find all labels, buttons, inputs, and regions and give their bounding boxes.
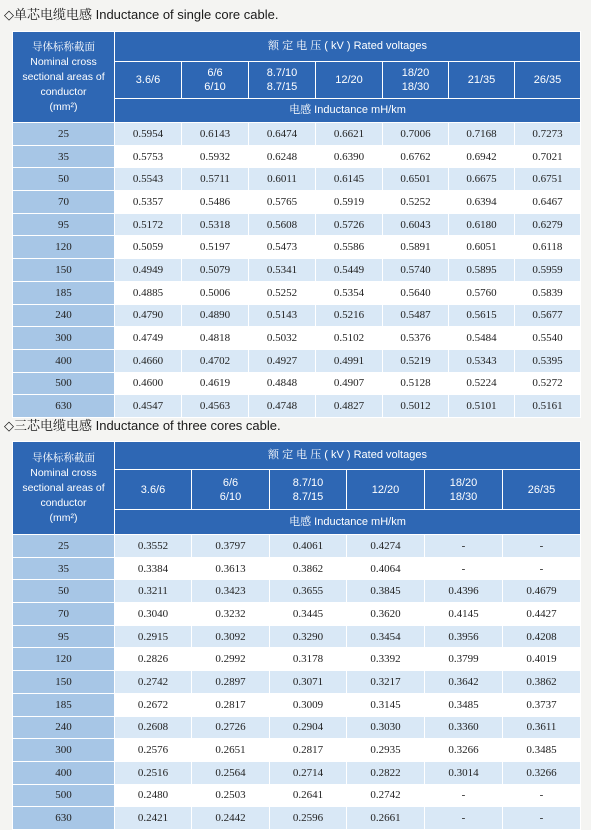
inductance-value-cell: - — [425, 807, 503, 830]
inductance-value-cell: 0.4563 — [182, 395, 249, 418]
inductance-value-cell: 0.2742 — [115, 671, 192, 694]
voltage-label: 8.7/10 — [292, 476, 324, 489]
inductance-value-cell: 0.5608 — [249, 213, 316, 236]
inductance-value-cell: 0.6118 — [515, 236, 581, 259]
conductor-area-header-line: (mm²) — [49, 100, 78, 113]
voltage-label: 6/6 — [207, 67, 223, 79]
inductance-value-cell: 0.4145 — [425, 603, 503, 626]
table-row — [13, 191, 581, 214]
conductor-area-header-line: Nominal cross — [30, 55, 97, 68]
inductance-value-cell: 0.7021 — [515, 145, 581, 168]
conductor-size-cell: 300 — [13, 327, 115, 350]
voltage-header-cell — [316, 62, 383, 99]
inductance-value-cell: 0.3737 — [503, 693, 581, 716]
inductance-value-cell: 0.2564 — [192, 761, 270, 784]
inductance-value-cell: 0.3620 — [347, 603, 425, 626]
table-row — [13, 168, 581, 191]
table-row — [13, 259, 581, 282]
inductance-value-cell: 0.3384 — [115, 557, 192, 580]
inductance-value-cell: 0.4827 — [316, 395, 383, 418]
voltage-header-cell — [249, 62, 316, 99]
table-row — [13, 761, 581, 784]
inductance-value-cell: 0.3655 — [270, 580, 347, 603]
inductance-value-cell: 0.5354 — [316, 281, 383, 304]
inductance-value-cell: 0.4619 — [182, 372, 249, 395]
inductance-value-cell: 0.2661 — [347, 807, 425, 830]
conductor-size-cell: 35 — [13, 145, 115, 168]
inductance-value-cell: 0.5711 — [182, 168, 249, 191]
inductance-value-cell: 0.3211 — [115, 580, 192, 603]
inductance-value-cell: 0.4818 — [182, 327, 249, 350]
rated-voltages-header: 额 定 电 压 ( kV ) Rated voltages — [115, 32, 581, 62]
inductance-value-cell: 0.5079 — [182, 259, 249, 282]
inductance-value-cell: 0.4949 — [115, 259, 182, 282]
voltage-label: 8.7/15 — [292, 490, 324, 503]
table-row — [13, 281, 581, 304]
inductance-value-cell: 0.3611 — [503, 716, 581, 739]
inductance-value-cell: 0.3290 — [270, 625, 347, 648]
single-core-title: ◇单芯电缆电感 Inductance of single core cable. — [4, 7, 279, 22]
inductance-value-cell: 0.3642 — [425, 671, 503, 694]
inductance-value-cell: 0.4208 — [503, 625, 581, 648]
inductance-value-cell: 0.5895 — [449, 259, 515, 282]
inductance-value-cell: 0.6751 — [515, 168, 581, 191]
conductor-size-cell: 70 — [13, 191, 115, 214]
conductor-size-cell: 185 — [13, 281, 115, 304]
conductor-area-header-line: Nominal cross — [30, 466, 97, 479]
inductance-value-cell: 0.4790 — [115, 304, 182, 327]
inductance-value-cell: 0.2714 — [270, 761, 347, 784]
inductance-value-cell: 0.2897 — [192, 671, 270, 694]
inductance-value-cell: 0.3217 — [347, 671, 425, 694]
inductance-value-cell: 0.6762 — [383, 145, 449, 168]
inductance-value-cell: 0.2651 — [192, 739, 270, 762]
inductance-value-cell: 0.4396 — [425, 580, 503, 603]
inductance-value-cell: 0.5959 — [515, 259, 581, 282]
conductor-size-cell: 25 — [13, 123, 115, 146]
inductance-value-cell: 0.5473 — [249, 236, 316, 259]
inductance-value-cell: 0.4660 — [115, 349, 182, 372]
inductance-value-cell: 0.2480 — [115, 784, 192, 807]
inductance-value-cell: 0.3956 — [425, 625, 503, 648]
inductance-value-cell: 0.5197 — [182, 236, 249, 259]
voltage-label: 26/35 — [527, 483, 556, 496]
inductance-value-cell: 0.2726 — [192, 716, 270, 739]
inductance-value-cell: 0.5343 — [449, 349, 515, 372]
conductor-size-cell: 50 — [13, 580, 115, 603]
voltage-label: 12/20 — [335, 74, 363, 86]
inductance-value-cell: 0.5615 — [449, 304, 515, 327]
inductance-value-cell: 0.5740 — [383, 259, 449, 282]
inductance-value-cell: 0.5839 — [515, 281, 581, 304]
inductance-unit-header: 电感 Inductance mH/km — [115, 99, 581, 123]
inductance-value-cell: 0.5919 — [316, 191, 383, 214]
inductance-value-cell: 0.4019 — [503, 648, 581, 671]
table-row — [13, 648, 581, 671]
table-row — [13, 716, 581, 739]
inductance-value-cell: 0.5449 — [316, 259, 383, 282]
voltage-label: 3.6/6 — [135, 74, 161, 86]
inductance-value-cell: 0.2904 — [270, 716, 347, 739]
table-row — [13, 327, 581, 350]
voltage-label: 12/20 — [371, 483, 400, 496]
inductance-value-cell: - — [425, 557, 503, 580]
inductance-value-cell: 0.6501 — [383, 168, 449, 191]
table-row — [13, 739, 581, 762]
inductance-value-cell: 0.5640 — [383, 281, 449, 304]
inductance-value-cell: 0.5586 — [316, 236, 383, 259]
conductor-size-cell: 400 — [13, 349, 115, 372]
inductance-value-cell: 0.2935 — [347, 739, 425, 762]
inductance-value-cell: - — [503, 535, 581, 558]
inductance-value-cell: 0.4427 — [503, 603, 581, 626]
inductance-value-cell: 0.5272 — [515, 372, 581, 395]
inductance-value-cell: 0.4907 — [316, 372, 383, 395]
inductance-value-cell: 0.3552 — [115, 535, 192, 558]
inductance-value-cell: 0.3266 — [425, 739, 503, 762]
inductance-value-cell: - — [425, 784, 503, 807]
voltage-label: 6/10 — [219, 490, 242, 503]
voltage-header-cell — [115, 62, 182, 99]
table-row — [13, 304, 581, 327]
inductance-value-cell: 0.2672 — [115, 693, 192, 716]
conductor-area-header-line: conductor — [40, 85, 87, 98]
conductor-size-cell: 500 — [13, 784, 115, 807]
table-row — [13, 671, 581, 694]
inductance-value-cell: 0.6394 — [449, 191, 515, 214]
inductance-value-cell: 0.4061 — [270, 535, 347, 558]
inductance-value-cell: 0.2817 — [192, 693, 270, 716]
conductor-size-cell: 120 — [13, 236, 115, 259]
inductance-value-cell: 0.5101 — [449, 395, 515, 418]
table-row — [13, 349, 581, 372]
inductance-value-cell: 0.5341 — [249, 259, 316, 282]
inductance-value-cell: 0.6248 — [249, 145, 316, 168]
inductance-value-cell: 0.5753 — [115, 145, 182, 168]
inductance-value-cell: 0.4749 — [115, 327, 182, 350]
inductance-value-cell: 0.3266 — [503, 761, 581, 784]
inductance-value-cell: 0.6390 — [316, 145, 383, 168]
conductor-size-cell: 630 — [13, 395, 115, 418]
table-row — [13, 535, 581, 558]
inductance-value-cell: 0.5760 — [449, 281, 515, 304]
inductance-value-cell: - — [425, 535, 503, 558]
inductance-value-cell: 0.2915 — [115, 625, 192, 648]
inductance-value-cell: 0.5172 — [115, 213, 182, 236]
inductance-value-cell: 0.3145 — [347, 693, 425, 716]
conductor-area-header-line: sectional areas of — [22, 481, 105, 494]
inductance-value-cell: 0.6043 — [383, 213, 449, 236]
inductance-value-cell: 0.5357 — [115, 191, 182, 214]
inductance-value-cell: 0.5102 — [316, 327, 383, 350]
inductance-value-cell: 0.2742 — [347, 784, 425, 807]
inductance-value-cell: 0.4991 — [316, 349, 383, 372]
voltage-label: 18/20 — [401, 67, 430, 79]
inductance-value-cell: 0.4600 — [115, 372, 182, 395]
voltage-header-cell — [449, 62, 515, 99]
inductance-value-cell: 0.3613 — [192, 557, 270, 580]
table-row — [13, 784, 581, 807]
inductance-value-cell: 0.5376 — [383, 327, 449, 350]
conductor-size-cell: 150 — [13, 259, 115, 282]
conductor-size-cell: 185 — [13, 693, 115, 716]
voltage-label: 3.6/6 — [140, 483, 166, 496]
single-core-inductance-table — [12, 31, 581, 418]
voltage-header-cell — [515, 62, 581, 99]
inductance-value-cell: 0.3014 — [425, 761, 503, 784]
inductance-value-cell: 0.4547 — [115, 395, 182, 418]
conductor-size-cell: 50 — [13, 168, 115, 191]
three-core-inductance-table — [12, 441, 581, 830]
inductance-value-cell: 0.5224 — [449, 372, 515, 395]
conductor-area-header-line: conductor — [40, 496, 87, 509]
inductance-value-cell: 0.5954 — [115, 123, 182, 146]
voltage-label: 18/30 — [449, 490, 478, 503]
rated-voltages-header: 额 定 电 压 ( kV ) Rated voltages — [115, 442, 581, 470]
table-row — [13, 236, 581, 259]
voltage-header-cell — [425, 470, 503, 510]
inductance-value-cell: 0.4064 — [347, 557, 425, 580]
inductance-value-cell: 0.3178 — [270, 648, 347, 671]
inductance-value-cell: 0.5128 — [383, 372, 449, 395]
inductance-value-cell: 0.4885 — [115, 281, 182, 304]
inductance-value-cell: 0.2421 — [115, 807, 192, 830]
voltage-header-cell — [347, 470, 425, 510]
inductance-value-cell: 0.6621 — [316, 123, 383, 146]
voltage-label: 8.7/15 — [266, 81, 298, 93]
inductance-value-cell: 0.3392 — [347, 648, 425, 671]
voltage-label: 8.7/10 — [266, 67, 298, 79]
inductance-value-cell: 0.6474 — [249, 123, 316, 146]
inductance-value-cell: 0.2992 — [192, 648, 270, 671]
table-row — [13, 693, 581, 716]
table-row — [13, 603, 581, 626]
inductance-value-cell: 0.2596 — [270, 807, 347, 830]
inductance-value-cell: 0.5012 — [383, 395, 449, 418]
inductance-value-cell: 0.3862 — [270, 557, 347, 580]
inductance-value-cell: 0.2503 — [192, 784, 270, 807]
conductor-size-cell: 240 — [13, 304, 115, 327]
inductance-value-cell: 0.5932 — [182, 145, 249, 168]
inductance-value-cell: 0.6279 — [515, 213, 581, 236]
inductance-value-cell: 0.3040 — [115, 603, 192, 626]
inductance-value-cell: 0.4274 — [347, 535, 425, 558]
conductor-area-header — [13, 442, 115, 535]
inductance-value-cell: 0.3030 — [347, 716, 425, 739]
inductance-value-cell: 0.3445 — [270, 603, 347, 626]
inductance-value-cell: 0.3423 — [192, 580, 270, 603]
table-row — [13, 145, 581, 168]
inductance-value-cell: 0.6143 — [182, 123, 249, 146]
voltage-label: 18/30 — [401, 81, 430, 93]
inductance-value-cell: 0.3454 — [347, 625, 425, 648]
inductance-value-cell: 0.6942 — [449, 145, 515, 168]
conductor-size-cell: 95 — [13, 625, 115, 648]
inductance-value-cell: 0.4748 — [249, 395, 316, 418]
inductance-value-cell: 0.4679 — [503, 580, 581, 603]
header-row — [13, 32, 581, 62]
inductance-value-cell: 0.2608 — [115, 716, 192, 739]
voltage-header-cell — [503, 470, 581, 510]
inductance-value-cell: 0.3071 — [270, 671, 347, 694]
inductance-value-cell: 0.5540 — [515, 327, 581, 350]
header-row — [13, 442, 581, 470]
inductance-value-cell: 0.4848 — [249, 372, 316, 395]
voltage-label: 18/20 — [449, 476, 478, 489]
voltage-label: 21/35 — [467, 74, 496, 86]
inductance-value-cell: 0.5216 — [316, 304, 383, 327]
inductance-value-cell: 0.6145 — [316, 168, 383, 191]
inductance-value-cell: 0.5487 — [383, 304, 449, 327]
inductance-value-cell: 0.4702 — [182, 349, 249, 372]
inductance-value-cell: 0.3485 — [425, 693, 503, 716]
voltage-label: 26/35 — [533, 74, 562, 86]
inductance-value-cell: 0.4890 — [182, 304, 249, 327]
conductor-area-header-line: (mm²) — [49, 511, 78, 524]
table-row — [13, 372, 581, 395]
inductance-value-cell: 0.5006 — [182, 281, 249, 304]
inductance-value-cell: - — [503, 807, 581, 830]
voltage-header-cell — [182, 62, 249, 99]
conductor-size-cell: 120 — [13, 648, 115, 671]
conductor-size-cell: 70 — [13, 603, 115, 626]
voltage-header-cell — [270, 470, 347, 510]
conductor-area-header — [13, 32, 115, 123]
inductance-value-cell: - — [503, 784, 581, 807]
conductor-size-cell: 95 — [13, 213, 115, 236]
inductance-value-cell: 0.5059 — [115, 236, 182, 259]
conductor-size-cell: 630 — [13, 807, 115, 830]
inductance-value-cell: 0.3845 — [347, 580, 425, 603]
inductance-value-cell: 0.5543 — [115, 168, 182, 191]
inductance-value-cell: 0.5252 — [249, 281, 316, 304]
table-row — [13, 213, 581, 236]
inductance-value-cell: 0.5891 — [383, 236, 449, 259]
inductance-value-cell: 0.6675 — [449, 168, 515, 191]
inductance-value-cell: 0.3360 — [425, 716, 503, 739]
conductor-size-cell: 25 — [13, 535, 115, 558]
conductor-area-header-line: 导体标称截面 — [32, 40, 95, 53]
inductance-value-cell: - — [503, 557, 581, 580]
inductance-value-cell: 0.2576 — [115, 739, 192, 762]
inductance-value-cell: 0.3009 — [270, 693, 347, 716]
inductance-value-cell: 0.5765 — [249, 191, 316, 214]
inductance-value-cell: 0.2442 — [192, 807, 270, 830]
inductance-value-cell: 0.5143 — [249, 304, 316, 327]
voltage-header-cell — [383, 62, 449, 99]
inductance-value-cell: 0.5219 — [383, 349, 449, 372]
inductance-value-cell: 0.5395 — [515, 349, 581, 372]
inductance-value-cell: 0.2641 — [270, 784, 347, 807]
inductance-value-cell: 0.5032 — [249, 327, 316, 350]
voltage-header-cell — [192, 470, 270, 510]
inductance-value-cell: 0.4927 — [249, 349, 316, 372]
three-core-title: ◇三芯电缆电感 Inductance of three cores cable. — [4, 418, 281, 433]
inductance-value-cell: 0.3862 — [503, 671, 581, 694]
inductance-value-cell: 0.5726 — [316, 213, 383, 236]
inductance-value-cell: 0.5484 — [449, 327, 515, 350]
inductance-value-cell: 0.5677 — [515, 304, 581, 327]
inductance-unit-header: 电感 Inductance mH/km — [115, 510, 581, 535]
conductor-size-cell: 400 — [13, 761, 115, 784]
inductance-value-cell: 0.2817 — [270, 739, 347, 762]
conductor-size-cell: 35 — [13, 557, 115, 580]
inductance-value-cell: 0.5486 — [182, 191, 249, 214]
inductance-value-cell: 0.5161 — [515, 395, 581, 418]
conductor-size-cell: 240 — [13, 716, 115, 739]
inductance-value-cell: 0.7273 — [515, 123, 581, 146]
voltage-label: 6/10 — [204, 81, 226, 93]
inductance-value-cell: 0.3797 — [192, 535, 270, 558]
conductor-size-cell: 500 — [13, 372, 115, 395]
inductance-value-cell: 0.7006 — [383, 123, 449, 146]
table-row — [13, 625, 581, 648]
inductance-value-cell: 0.6180 — [449, 213, 515, 236]
inductance-value-cell: 0.6467 — [515, 191, 581, 214]
inductance-value-cell: 0.2516 — [115, 761, 192, 784]
voltage-label: 6/6 — [222, 476, 239, 489]
table-row — [13, 395, 581, 418]
inductance-value-cell: 0.3485 — [503, 739, 581, 762]
inductance-value-cell: 0.3232 — [192, 603, 270, 626]
conductor-size-cell: 150 — [13, 671, 115, 694]
conductor-area-header-line: sectional areas of — [22, 70, 105, 83]
conductor-size-cell: 300 — [13, 739, 115, 762]
table-row — [13, 123, 581, 146]
inductance-value-cell: 0.3799 — [425, 648, 503, 671]
inductance-value-cell: 0.7168 — [449, 123, 515, 146]
table-row — [13, 580, 581, 603]
inductance-value-cell: 0.5318 — [182, 213, 249, 236]
inductance-value-cell: 0.5252 — [383, 191, 449, 214]
conductor-area-header-line: 导体标称截面 — [32, 451, 95, 464]
inductance-value-cell: 0.6051 — [449, 236, 515, 259]
table-row — [13, 807, 581, 830]
inductance-value-cell: 0.2826 — [115, 648, 192, 671]
inductance-value-cell: 0.3092 — [192, 625, 270, 648]
inductance-value-cell: 0.6011 — [249, 168, 316, 191]
table-row — [13, 557, 581, 580]
inductance-value-cell: 0.2822 — [347, 761, 425, 784]
voltage-header-cell — [115, 470, 192, 510]
